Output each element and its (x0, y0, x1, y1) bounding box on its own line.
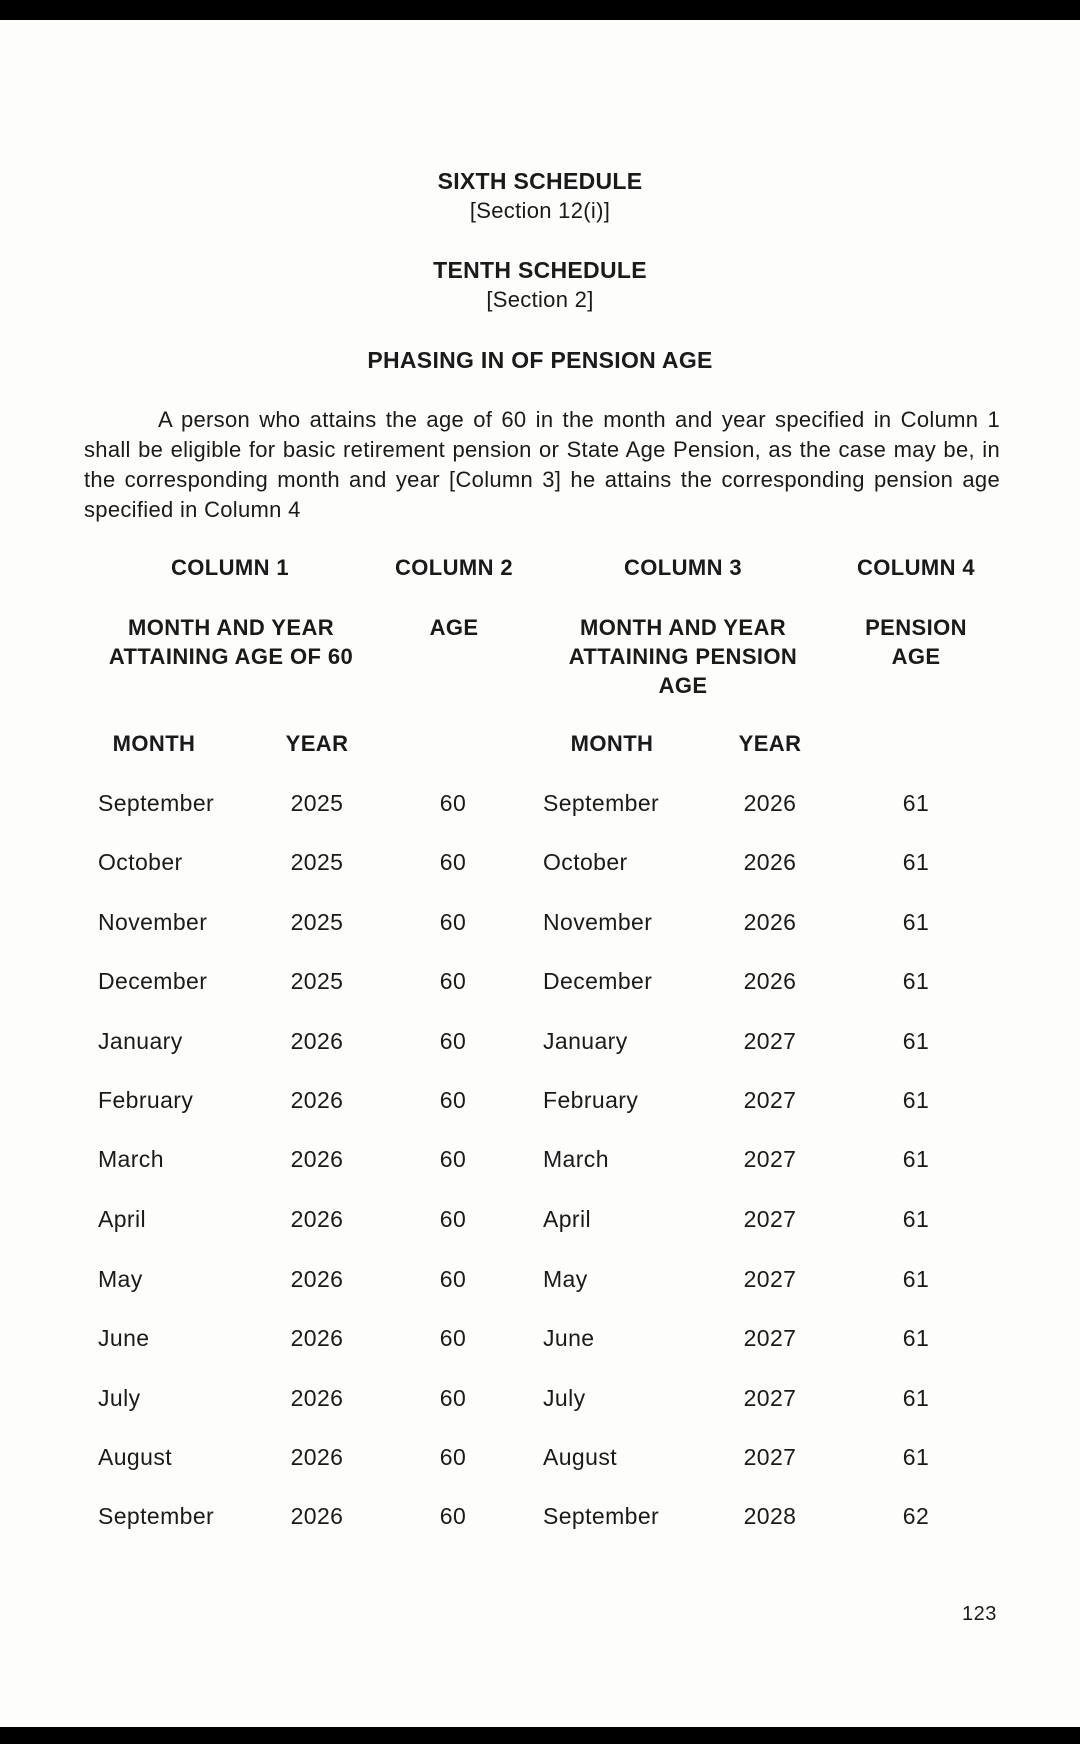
pension-year-cell: 2027 (743, 1385, 797, 1411)
pension-age-cell: 61 (902, 1325, 930, 1351)
birth-month-cell: August (98, 1444, 173, 1470)
age-cell: 60 (439, 1087, 467, 1113)
pension-month-cell: May (543, 1266, 588, 1292)
pension-year-cell: 2027 (743, 1206, 797, 1232)
pension-year-cell: 2027 (743, 1325, 797, 1351)
birth-month-cell: November (98, 909, 208, 935)
age-cell: 60 (439, 1444, 467, 1470)
pension-month-cell: January (543, 1028, 628, 1054)
pension-age-cell: 61 (902, 1028, 930, 1054)
pension-year-cell: 2026 (743, 849, 797, 875)
pension-year-cell: 2027 (743, 1146, 797, 1172)
birth-year-cell: 2025 (290, 968, 344, 994)
column-3-heading: COLUMN 3 (623, 555, 743, 580)
age-cell: 60 (439, 1146, 467, 1172)
pension-age-cell: 61 (902, 1087, 930, 1113)
birth-month-cell: May (98, 1266, 143, 1292)
column-1-year-subheading: YEAR (285, 731, 349, 756)
pension-age-cell: 61 (902, 1206, 930, 1232)
column-4-heading: COLUMN 4 (856, 555, 976, 580)
birth-month-cell: September (98, 790, 215, 816)
pension-month-cell: September (543, 1503, 660, 1529)
sixth-schedule-heading: SIXTH SCHEDULE (437, 168, 643, 194)
pension-age-cell: 61 (902, 1385, 930, 1411)
pension-year-cell: 2027 (743, 1028, 797, 1054)
birth-year-cell: 2026 (290, 1325, 344, 1351)
age-cell: 60 (439, 1028, 467, 1054)
birth-month-cell: January (98, 1028, 183, 1054)
column-1-month-subheading: MONTH (112, 731, 196, 756)
birth-year-cell: 2026 (290, 1385, 344, 1411)
pension-month-cell: April (543, 1206, 592, 1232)
pension-age-cell: 61 (902, 1444, 930, 1470)
document-page (0, 20, 1080, 1727)
pension-age-cell: 61 (902, 790, 930, 816)
pension-month-cell: September (543, 790, 660, 816)
column-4-description: PENSION AGE (865, 615, 967, 669)
birth-month-cell: July (98, 1385, 141, 1411)
intro-text: A person who attains the age of 60 in the month and year specified in Column 1 shall be eligible for basic retirement pension or State Age Pension, as the case may be, in the corresponding month and year [Column 3] he attains the corresponding pension age specified in Column 4 (84, 407, 1000, 522)
birth-month-cell: June (98, 1325, 150, 1351)
birth-month-cell: April (98, 1206, 147, 1232)
pension-year-cell: 2027 (743, 1444, 797, 1470)
birth-year-cell: 2026 (290, 1444, 344, 1470)
birth-month-cell: December (98, 968, 208, 994)
pension-month-cell: December (543, 968, 653, 994)
age-cell: 60 (439, 1206, 467, 1232)
age-cell: 60 (439, 1266, 467, 1292)
birth-year-cell: 2026 (290, 1266, 344, 1292)
birth-month-cell: February (98, 1087, 194, 1113)
age-cell: 60 (439, 849, 467, 875)
intro-paragraph (84, 405, 1000, 525)
birth-year-cell: 2025 (290, 909, 344, 935)
pension-month-cell: July (543, 1385, 586, 1411)
age-cell: 60 (439, 909, 467, 935)
page-number: 123 (962, 1603, 997, 1625)
pension-age-cell: 62 (902, 1503, 930, 1529)
column-2-heading: COLUMN 2 (394, 555, 514, 580)
pension-month-cell: March (543, 1146, 609, 1172)
column-3-month-subheading: MONTH (570, 731, 654, 756)
age-cell: 60 (439, 1503, 467, 1529)
birth-month-cell: September (98, 1503, 215, 1529)
pension-month-cell: August (543, 1444, 618, 1470)
age-cell: 60 (439, 1325, 467, 1351)
age-cell: 60 (439, 968, 467, 994)
age-cell: 60 (439, 790, 467, 816)
column-3-description: MONTH AND YEAR ATTAINING PENSION AGE (568, 615, 798, 698)
birth-month-cell: October (98, 849, 183, 875)
pension-age-cell: 61 (902, 968, 930, 994)
birth-month-cell: March (98, 1146, 164, 1172)
birth-year-cell: 2025 (290, 790, 344, 816)
tenth-schedule-section: [Section 2] (486, 287, 594, 312)
birth-year-cell: 2026 (290, 1503, 344, 1529)
column-1-description: MONTH AND YEAR ATTAINING AGE OF 60 (108, 615, 354, 669)
sixth-schedule-section: [Section 12(i)] (469, 198, 611, 223)
document-title: PHASING IN OF PENSION AGE (367, 347, 713, 373)
pension-year-cell: 2026 (743, 790, 797, 816)
birth-year-cell: 2026 (290, 1206, 344, 1232)
pension-year-cell: 2026 (743, 909, 797, 935)
pension-year-cell: 2026 (743, 968, 797, 994)
pension-month-cell: February (543, 1087, 639, 1113)
pension-month-cell: October (543, 849, 628, 875)
birth-year-cell: 2025 (290, 849, 344, 875)
column-1-heading: COLUMN 1 (170, 555, 290, 580)
birth-year-cell: 2026 (290, 1028, 344, 1054)
birth-year-cell: 2026 (290, 1146, 344, 1172)
pension-year-cell: 2027 (743, 1087, 797, 1113)
pension-age-cell: 61 (902, 1146, 930, 1172)
birth-year-cell: 2026 (290, 1087, 344, 1113)
pension-age-cell: 61 (902, 849, 930, 875)
pension-age-cell: 61 (902, 1266, 930, 1292)
column-3-year-subheading: YEAR (738, 731, 802, 756)
age-cell: 60 (439, 1385, 467, 1411)
pension-age-cell: 61 (902, 909, 930, 935)
tenth-schedule-heading: TENTH SCHEDULE (433, 257, 647, 283)
column-2-description: AGE (429, 615, 479, 640)
pension-month-cell: November (543, 909, 653, 935)
pension-year-cell: 2027 (743, 1266, 797, 1292)
pension-month-cell: June (543, 1325, 595, 1351)
pension-year-cell: 2028 (743, 1503, 797, 1529)
